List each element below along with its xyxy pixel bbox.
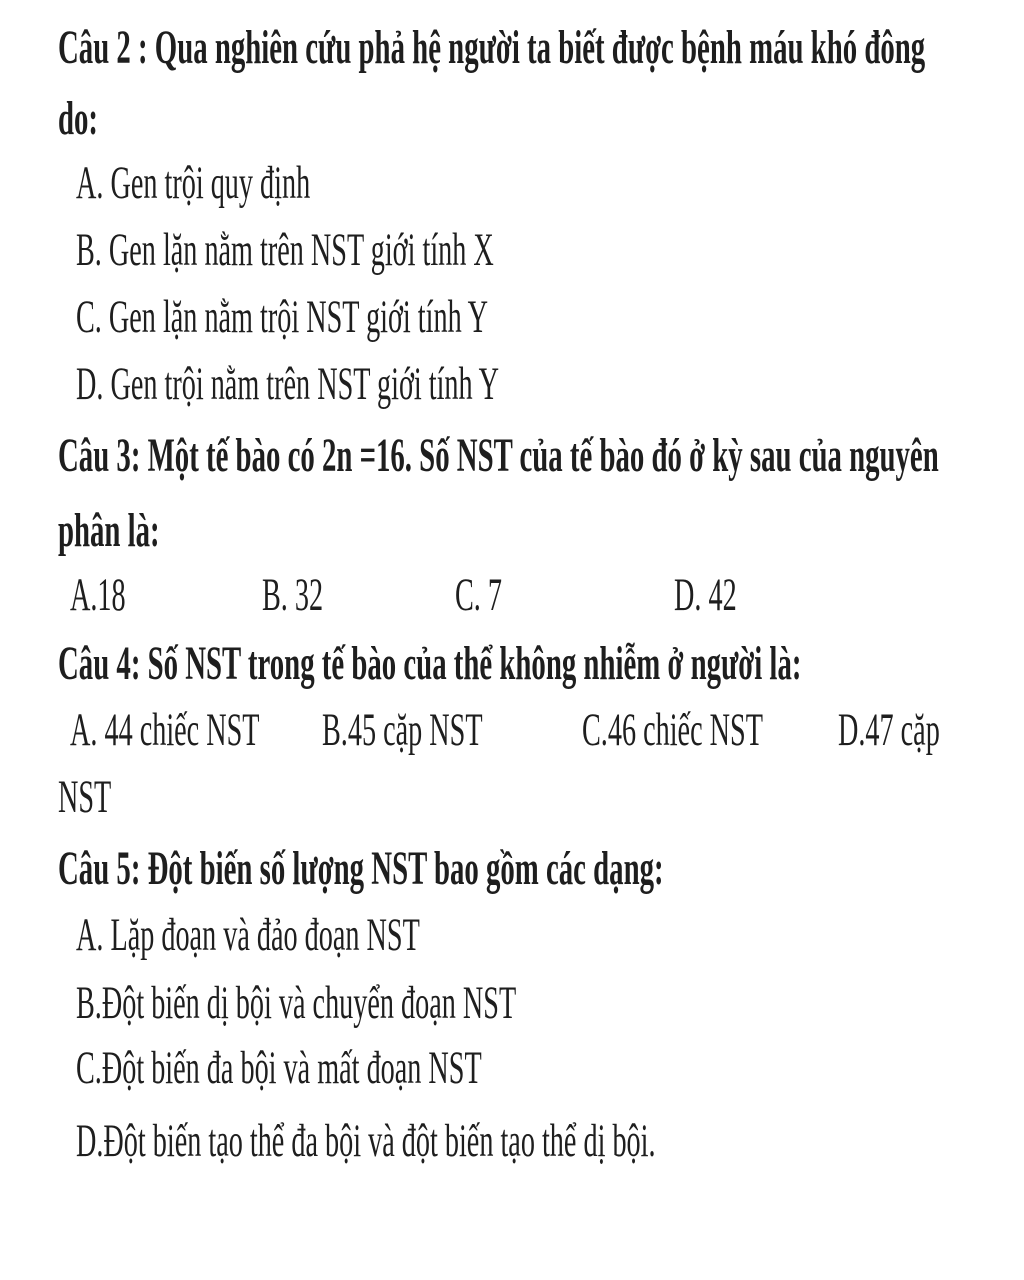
question-3-text-cont: phân là:	[58, 504, 160, 557]
question-2-text: Câu 2 : Qua nghiên cứu phả hệ người ta biết được bệnh máu khó đông	[58, 21, 926, 74]
question-4-option-b: B.45 cặp NST	[322, 704, 483, 756]
question-4-text: Câu 4: Số NST trong tế bào của thể không nhiễm ở người là:	[58, 637, 802, 690]
question-2-text-cont: do:	[58, 92, 99, 145]
question-3-option-a: A.18	[70, 569, 126, 621]
question-4-option-d: D.47 cặp	[838, 704, 940, 756]
question-3-option-c: C. 7	[455, 569, 503, 621]
question-5-option-b: B.Đột biến dị bội và chuyển đoạn NST	[76, 977, 517, 1029]
question-5-text: Câu 5: Đột biến số lượng NST bao gồm các dạng:	[58, 842, 664, 895]
question-3-option-d: D. 42	[674, 569, 737, 621]
question-5-option-a: A. Lặp đoạn và đảo đoạn NST	[76, 909, 420, 961]
question-2-option-a: A. Gen trội quy định	[76, 157, 311, 209]
question-2-option-d: D. Gen trội nằm trên NST giới tính Y	[76, 358, 499, 410]
question-5-option-c: C.Đột biến đa bội và mất đoạn NST	[76, 1042, 482, 1094]
question-3-text: Câu 3: Một tế bào có 2n =16. Số NST của tế bào đó ở kỳ sau của nguyên	[58, 429, 939, 482]
question-2-option-b: B. Gen lặn nằm trên NST giới tính X	[76, 224, 494, 276]
question-4-option-d-wrap: NST	[58, 771, 112, 823]
question-4-option-c: C.46 chiếc NST	[582, 704, 763, 756]
question-2-option-c: C. Gen lặn nằm trội NST giới tính Y	[76, 291, 489, 343]
question-3-option-b: B. 32	[262, 569, 324, 621]
question-4-option-a: A. 44 chiếc NST	[70, 704, 260, 756]
question-5-option-d: D.Đột biến tạo thể đa bội và đột biến tạo thể dị bội.	[76, 1115, 656, 1167]
